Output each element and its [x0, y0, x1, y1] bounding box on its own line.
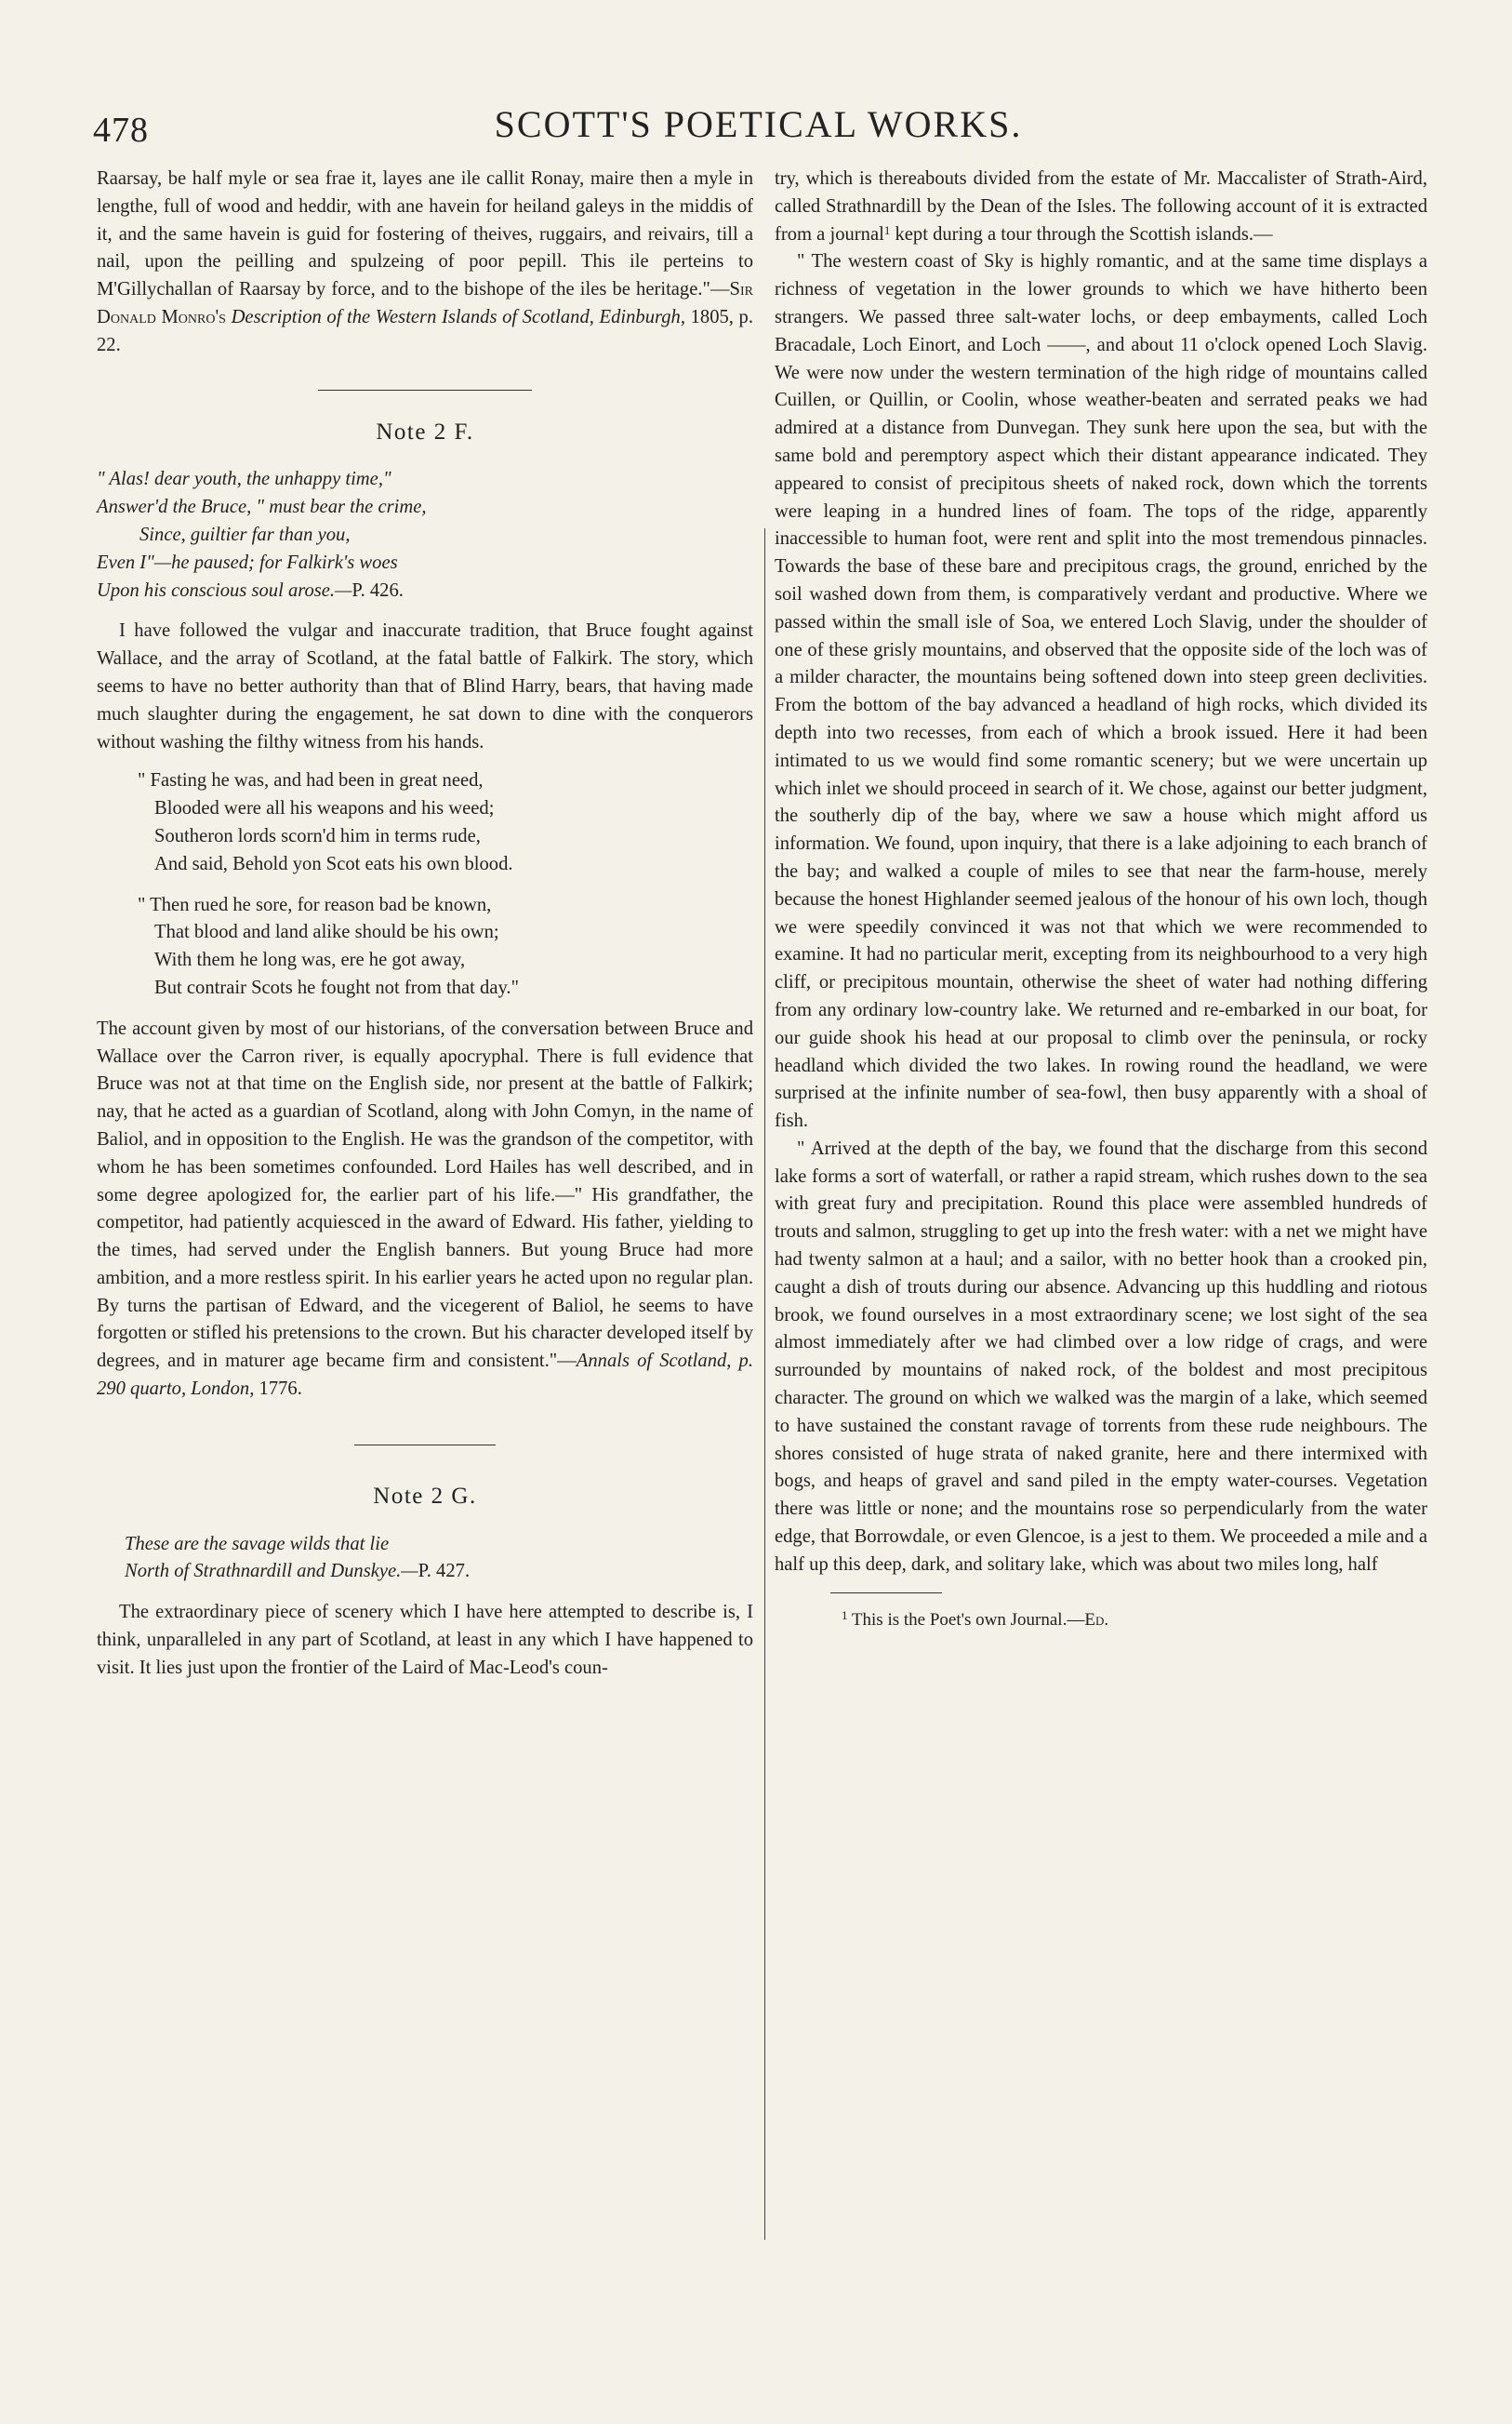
verse-line: That blood and land alike should be his own; [154, 922, 499, 943]
verse-line: Blooded were all his weapons and his weed; [154, 798, 495, 819]
journal-paragraph-1: " The western coast of Sky is highly romantic, and at the same time displays a richness of vegetation in the lower grounds to which we have hitherto been strangers. We passed three salt-water lochs, or deep embayments, called Loch Bracadale, Loch Einort, and Loch ——, and about 11 o'clock opened Loch Slavig. We were now under the western termination of the high ridge of mountains called Cuillen, or Quillin, or Coolin, whose weather-beaten and serrated peaks we had admired at a distance from Dunvegan. They sunk here upon the sea, but with the same bold and peremptory aspect which their distant appearance indicated. They appeared to consist of precipitous sheets of naked rock, down which the torrents were leaping in a hundred lines of foam. The tops of the ridge, apparently inaccessible to human foot, were rent and split into the most tremendous pinnacles. Towards the base of these bare and precipitous crags, the ground, enriched by the soil washed down from them, is comparatively verdant and productive. Where we passed within the small isle of Soa, we entered Loch Slavig, under the shoulder of one of these grisly mountains, and observed that the opposite side of the loch was of a milder character, the mountains being softened down into steep green declivities. From the bottom of the bay advanced a headland of high rocks, which divided its depth into two recesses, from each of which a brook issued. Here it had been intimated to us we would find some romantic scenery; but we were uncertain up which inlet we should proceed in search of it. We chose, against our better judgment, the southerly dip of the bay, where we saw a house which might afford us information. We found, upon inquiry, that there is a lake adjoining to each branch of the bay; and walked a couple of miles to see that near the farm-house, merely because the honest Highlander seemed jealous of the honour of his own loch, though we were speedily convinced it was not that which we were recommended to examine. It had no particular merit, excepting from its neighbourhood to a very high cliff, or precipitous mountain, otherwise the sheet of water had nothing differing from any ordinary low-country lake. We returned and re-embarked in our boat, for our guide shook his head at our proposal to climb over the peninsula, or rocky headland which divided the two lakes. In rowing round the headland, we were surprised at the infinite number of sea-fowl, then busy apparently with a shoal of fish. [775, 251, 1427, 1132]
verse-line: " Then rued he sore, for reason bad be known, [138, 894, 492, 915]
epigraph-line: These are the savage wilds that lie [125, 1533, 390, 1554]
verse-stanza-2 [138, 892, 753, 1003]
verse-line: And said, Behold yon Scot eats his own blood. [154, 853, 513, 874]
journal-intro-text-b: kept during a tour through the Scottish islands.— [895, 223, 1273, 245]
footnote-reference: 1 [883, 222, 891, 237]
journal-paragraph-2: " Arrived at the depth of the bay, we found that the discharge from this second lake forms a sort of waterfall, or rather a rapid stream, which rushes down to the sea with great fury and precipitation. Round this place were assembled hundreds of trouts and salmon, struggling to get up into the fresh water: with a net we might have had twenty salmon at a haul; and a sailor, with no better hook than a crooked pin, caught a dish of trouts during our absence. Advancing up this huddling and riotous brook, we found ourselves in a most extraordinary scene; we lost sight of the sea almost immediately after we had climbed over a low ridge of crags, and were surrounded by mountains of naked rock, of the boldest and most precipitous character. The ground on which we walked was the margin of a lake, which seemed to have sustained the constant ravage of torrents from these rude neighbours. The shores consisted of huge strata of naked granite, here and there intermixed with bogs, and heaps of gravel and sand piled in the empty water-courses. Vegetation there was little or none; and the mountains rose so perpendicularly from the water edge, that Borrowdale, or even Glencoe, is a jest to them. We proceeded a mile and a half up this deep, dark, and solitary lake, which was about two miles long, half [775, 1138, 1427, 1575]
intro-text: Raarsay, be half myle or sea frae it, layes ane ile callit Ronay, maire then a myle in lengthe, full of wood and heddir, with ane havein for heiland galeys in the middis of it, and the same havein is guid for fostering of theives, ruggairs, and reivairs, till a nail, upon the peilling and spulzeing of poor pepill. This ile perteins to M'Gillychallan of Raarsay by force, and to the bishope of the iles be heritage."— [97, 168, 753, 300]
footnote-divider [830, 1592, 942, 1593]
note-2f-paragraph-2-text: The account given by most of our historians, of the conversation between Bruce and Wallace over the Carron river, is equally apocryphal. There is full evidence that Bruce was not at that time on the English side, nor present at the battle of Falkirk; nay, that he acted as a guardian of Scotland, along with John Comyn, in the name of Baliol, and in opposition to the English. He was the grandson of the competitor, with whom he has been sometimes confounded. Lord Hailes has well described, and in some degree apologized for, the earlier part of his life.—" His grandfather, the competitor, had patiently acquiesced in the award of Edward. His father, yielding to the times, had served under the English banners. But young Bruce had more ambition, and a more restless spirit. In his earlier years he acted upon no regular plan. By turns the partisan of Edward, and the vicegerent of Baliol, he seems to have forgotten or stifled his pretensions to the crown. But his character developed itself by degrees, and in maturer age became firm and consistent."— [97, 1018, 753, 1372]
intro-citation: Description of the Western Islands of Scotland, Edinburgh, [231, 306, 685, 327]
running-title: SCOTT'S POETICAL WORKS. [494, 103, 1023, 145]
note-2g-paragraph-1: The extraordinary piece of scenery which I have here attempted to describe is, I think, unparalleled in any part of Scotland, at least in any which I have happened to visit. It lies just upon the frontier of the Laird of Mac-Leod's coun- [97, 1602, 753, 1678]
intro-paragraph [97, 166, 753, 360]
note-2g-title: Note 2 G. [373, 1483, 477, 1509]
note-2f-epigraph [97, 466, 753, 605]
right-column [775, 166, 1427, 1633]
epigraph-line-text: North of Strathnardill and Dunskye.— [125, 1561, 418, 1582]
verse-line: But contrair Scots he fought not from that day." [154, 977, 519, 998]
epigraph-line: " Alas! dear youth, the unhappy time," [97, 469, 391, 490]
note-2f-title: Note 2 F. [376, 419, 474, 445]
journal-intro-text-a: try, which is thereabouts divided from the estate of Mr. Maccalister of Strath-Aird, called Strathnardill by the Dean of the Isles. The following account of it is extracted from a journal [775, 168, 1427, 245]
page-header [93, 102, 1424, 154]
note-2g-epigraph [97, 1531, 753, 1587]
note-2f-citation-year: 1776. [259, 1378, 302, 1400]
column-rule [764, 528, 765, 2240]
footnote-editor: Ed. [1084, 1609, 1109, 1630]
verse-line: " Fasting he was, and had been in great need, [138, 770, 484, 792]
verse-stanza-1 [138, 767, 753, 878]
verse-line: With them he long was, ere he got away, [154, 950, 466, 971]
epigraph-line: Even I"—he paused; for Falkirk's woes [97, 552, 398, 573]
epigraph-line-text: Upon his conscious soul arose.— [97, 579, 352, 601]
note-2f-citation: Annals of Scotland, p. 290 quarto, London, [97, 1351, 753, 1400]
note-2f-paragraph-1: I have followed the vulgar and inaccurate tradition, that Bruce fought against Wallace, and the array of Scotland, at the fatal battle of Falkirk. The story, which seems to have no better authority than that of Blind Harry, bears, that having made much slaughter during the engagement, he sat down to dine with the conquerors without washing the filthy witness from his hands. [97, 620, 753, 753]
note-2f-paragraph-2 [97, 1016, 753, 1404]
journal-intro-paragraph [775, 166, 1427, 248]
epigraph-page-ref: P. 426. [351, 579, 404, 601]
page-number: 478 [93, 111, 149, 150]
section-divider [318, 390, 532, 391]
intro-tail: 1805, p. 22. [97, 306, 753, 355]
epigraph-line: Since, guiltier far than you, [139, 524, 351, 545]
epigraph-line: Answer'd the Bruce, " must bear the crime, [97, 497, 427, 518]
footnote [775, 1606, 1427, 1634]
footnote-text: This is the Poet's own Journal.— [851, 1609, 1085, 1630]
epigraph-line [125, 1558, 753, 1586]
epigraph-line [97, 578, 753, 606]
left-column [97, 166, 753, 1683]
intro-author: Sir Donald Monro's [97, 279, 753, 327]
footnote-mark: 1 [842, 1607, 848, 1622]
epigraph-page-ref: P. 427. [418, 1561, 471, 1582]
verse-line: Southeron lords scorn'd him in terms rude, [154, 825, 481, 846]
